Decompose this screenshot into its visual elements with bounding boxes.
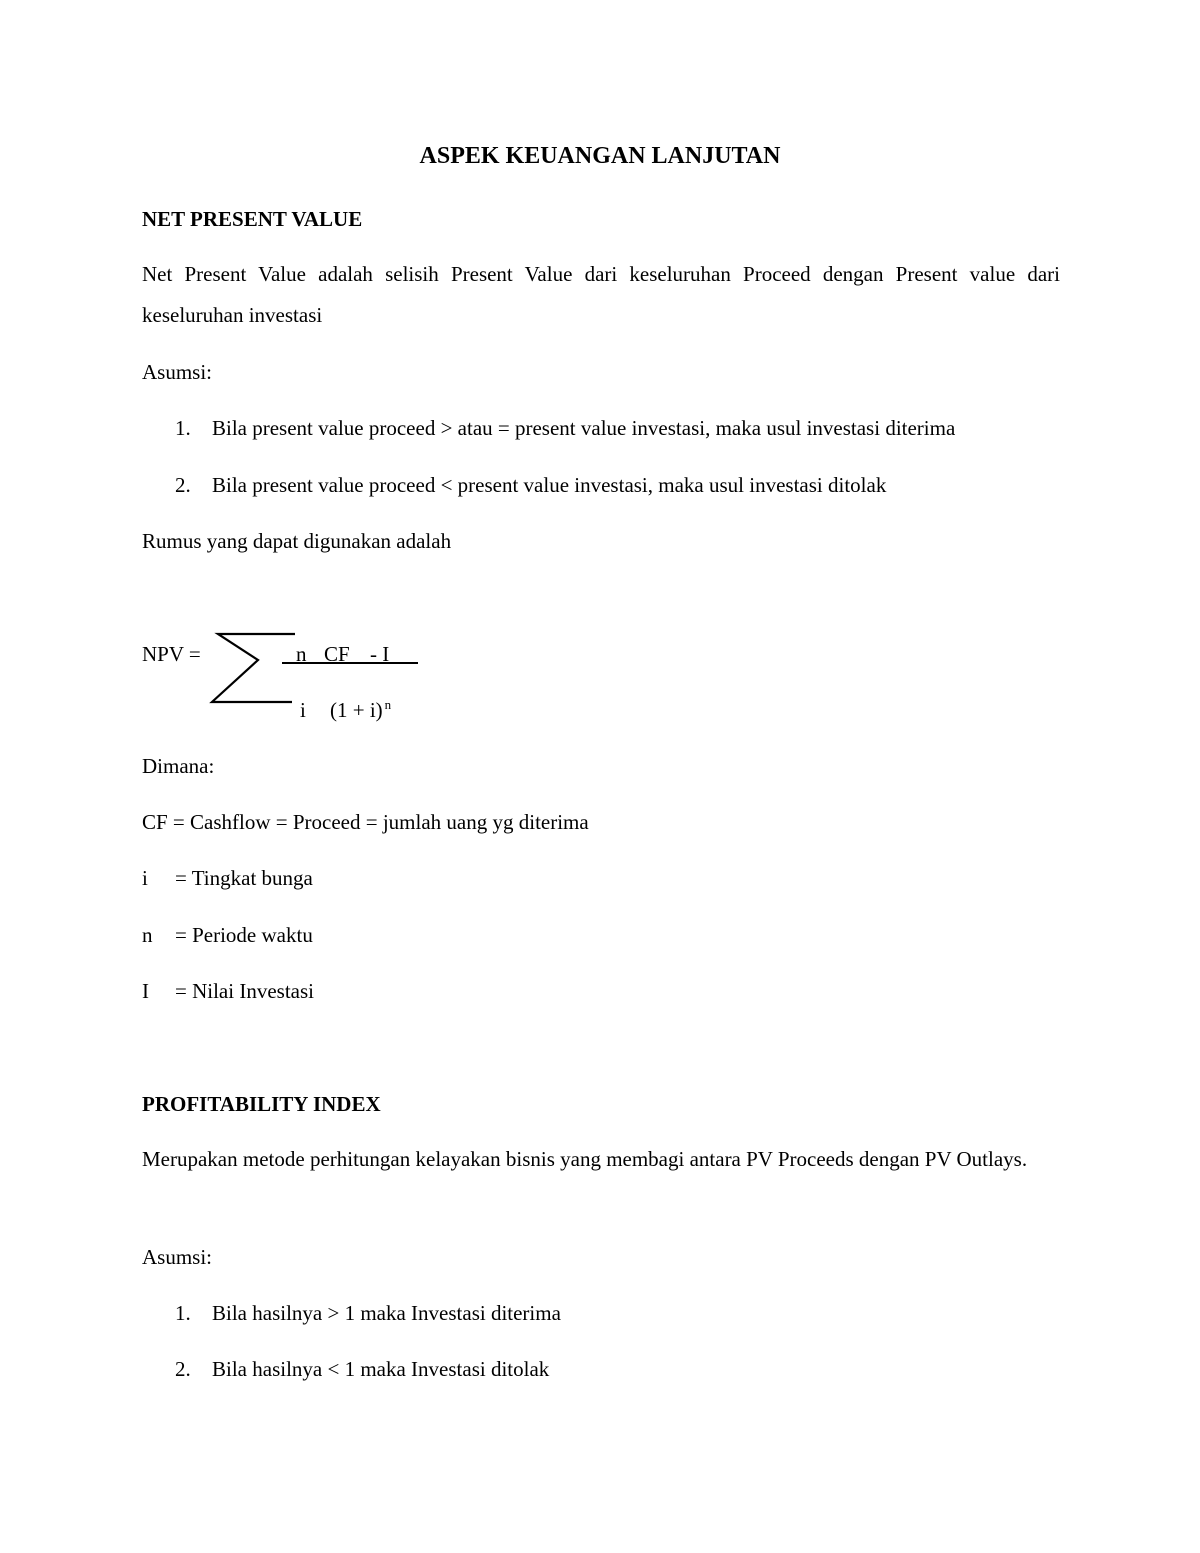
pi-assumption-1-text: Bila hasilnya > 1 maka Investasi diterima xyxy=(212,1301,561,1325)
sigma-symbol xyxy=(140,620,440,720)
npv-assumption-2-text: Bila present value proceed < present value investasi, maka usul investasi ditolak xyxy=(212,473,887,497)
formula-exponent: n xyxy=(384,697,392,712)
formula-intro: Rumus yang dapat digunakan adalah xyxy=(142,529,452,553)
pi-assumption-2-text: Bila hasilnya < 1 maka Investasi ditolak xyxy=(212,1357,550,1381)
pi-assumption-1-number: 1. xyxy=(175,1301,191,1325)
npv-heading: NET PRESENT VALUE xyxy=(142,207,363,231)
formula-numerator-minus-i: - I xyxy=(370,642,390,666)
definition-i-key: i xyxy=(142,866,148,890)
definition-n-key: n xyxy=(142,923,153,947)
where-label: Dimana: xyxy=(142,754,215,778)
npv-definition: Net Present Value adalah selisih Present Value dari keseluruhan Proceed dengan Present value dari keseluruhan investasi xyxy=(142,262,1060,327)
pi-assumption-2-number: 2. xyxy=(175,1357,191,1381)
npv-assumption-2-number: 2. xyxy=(175,473,191,497)
definition-cf: CF = Cashflow = Proceed = jumlah uang yg diterima xyxy=(142,810,589,834)
definition-investment-value: = Nilai Investasi xyxy=(175,979,314,1003)
npv-assumption-1-number: 1. xyxy=(175,416,191,440)
definition-i-value: = Tingkat bunga xyxy=(175,866,313,890)
pi-assumption-label: Asumsi: xyxy=(142,1245,213,1269)
pi-definition: Merupakan metode perhitungan kelayakan bisnis yang membagi antara PV Proceeds dengan PV Outlays. xyxy=(142,1147,1028,1171)
formula-denominator-i: i xyxy=(300,698,306,722)
pi-heading: PROFITABILITY INDEX xyxy=(142,1092,381,1116)
formula-lhs: NPV = xyxy=(142,642,201,666)
npv-assumption-label: Asumsi: xyxy=(142,360,213,384)
definition-investment-key: I xyxy=(142,979,149,1003)
definition-n-value: = Periode waktu xyxy=(175,923,313,947)
formula-denominator: (1 + i) $^n$ xyxy=(330,697,392,722)
formula-numerator-cf: CF xyxy=(324,642,350,666)
formula-numerator-n: n xyxy=(296,642,307,666)
npv-assumption-1-text: Bila present value proceed > atau = present value investasi, maka usul investasi diterima xyxy=(212,416,956,440)
document-title: ASPEK KEUANGAN LANJUTAN xyxy=(419,143,781,169)
